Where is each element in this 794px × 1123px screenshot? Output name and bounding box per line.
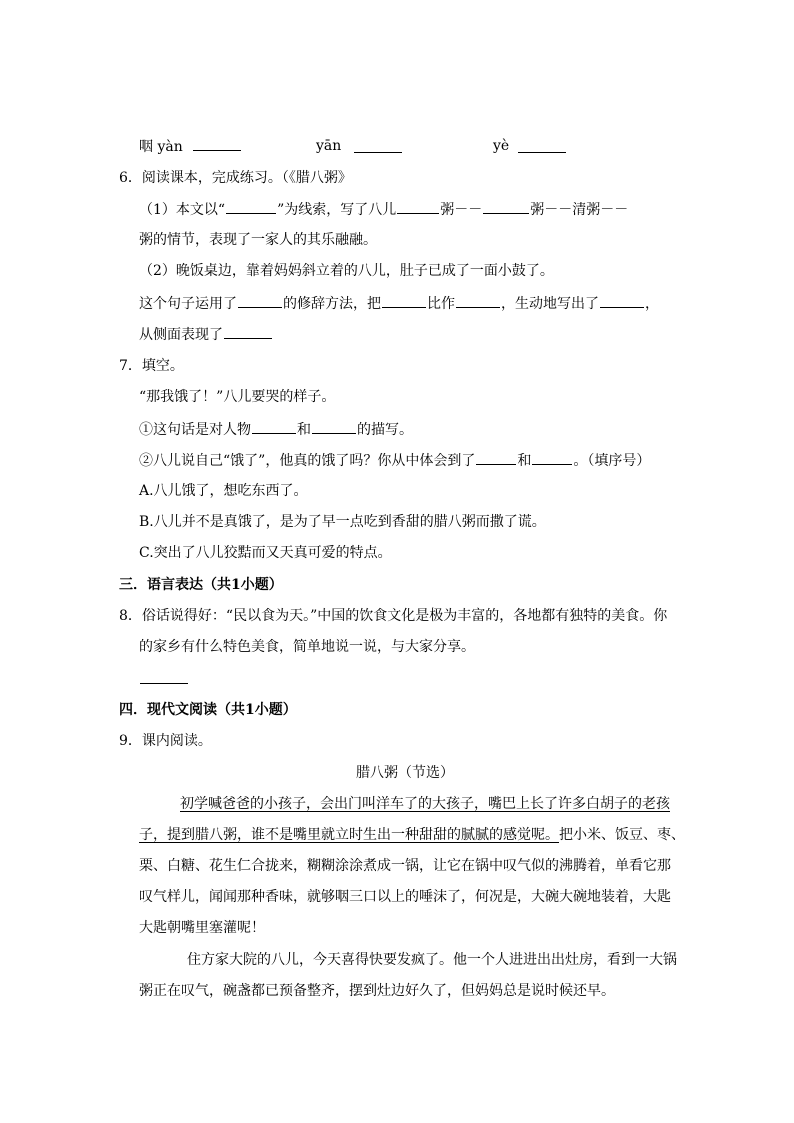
q8-line1: 8．俗话说得好：“民以食为天。”中国的饮食文化是极为丰富的，各地都有独特的美食。你 (119, 608, 668, 624)
text: ①这句话是对人物 (139, 422, 251, 438)
q7-option-c: C.突出了八儿狡黠而又天真可爱的特点。 (139, 545, 392, 561)
pinyin-2: yān (316, 138, 342, 154)
q6-line1 (139, 199, 628, 220)
passage-p1-line1: 初学喊爸爸的小孩子，会出门叫洋车了的大孩子，嘴巴上长了许多白胡子的老孩 (180, 796, 670, 812)
passage-p1-line4: 叹气样儿，闻闻那种香味，就够咽三口以上的唾沫了，何况是，大碗大碗地装着，大匙 (139, 889, 671, 905)
q6-line4 (139, 293, 659, 314)
text: 把小米、饭豆、枣、 (559, 827, 685, 843)
q6-line3: （2）晚饭桌边，靠着妈妈斜立着的八儿，肚子已成了一面小鼓了。 (139, 263, 554, 279)
blank[interactable] (193, 136, 241, 151)
q7-prompt: 7．填空。 (119, 358, 184, 374)
blank[interactable] (476, 450, 516, 465)
blank[interactable] (140, 669, 188, 684)
section-4-heading: 四．现代文阅读（共1小题） (119, 702, 297, 718)
text: 和 (517, 453, 532, 469)
text: 的描写。 (357, 422, 413, 438)
q7-sub2 (139, 450, 650, 471)
blank[interactable] (312, 419, 356, 434)
q7-quote: “那我饿了！”八儿要哭的样子。 (139, 389, 336, 405)
pinyin-char: 咽 (139, 139, 153, 155)
underlined-text: 子，提到腊八粥，谁不是嘴里就立时生出一种甜甜的腻腻的感觉呢。 (139, 827, 559, 843)
blank[interactable] (518, 138, 566, 153)
passage-title: 腊八粥（节选） (356, 765, 454, 781)
q6-prompt: 6．阅读课本，完成练习。（《腊八粥》 (119, 170, 352, 186)
q6-line2: 粥的情节，表现了一家人的其乐融融。 (139, 232, 377, 248)
pinyin-1: yàn (157, 139, 183, 155)
passage-p2-line2: 粥正在叹气，碗盏都已预备整齐，摆到灶边好久了，但妈妈总是说时候还早。 (139, 983, 615, 999)
text: ，生动地写出了 (501, 296, 599, 312)
q7-sub1 (139, 419, 413, 440)
text: 比作 (427, 296, 455, 312)
blank[interactable] (252, 419, 296, 434)
text: 。（填序号） (573, 453, 651, 469)
q6-line5 (139, 324, 273, 345)
blank[interactable] (224, 324, 272, 339)
text: 粥－－ (440, 202, 483, 218)
pinyin-row (139, 136, 599, 157)
blank[interactable] (456, 293, 500, 308)
text: ”为线索，写了八儿 (277, 202, 397, 218)
passage-p1-line3: 栗、白糖、花生仁合拢来，糊糊涂涂煮成一锅，让它在锅中叹气似的沸腾着，单看它那 (139, 858, 671, 874)
passage-p1-line5: 大匙朝嘴里塞灌呢！ (139, 920, 265, 936)
q7-option-a: A.八儿饿了，想吃东西了。 (139, 483, 308, 499)
blank[interactable] (483, 199, 529, 214)
text: 的修辞方法，把 (283, 296, 381, 312)
text: 这个句子运用了 (139, 296, 237, 312)
text: ②八儿说自己“饿了”，他真的饿了吗？你从中体会到了 (139, 453, 476, 469)
text: 和 (297, 422, 311, 438)
q8-answer-line (139, 669, 189, 690)
pinyin-3: yè (493, 138, 510, 154)
blank[interactable] (600, 293, 644, 308)
text: 粥－－清粥－－ (530, 202, 629, 218)
q8-line2: 的家乡有什么特色美食，简单地说一说，与大家分享。 (139, 639, 475, 655)
passage-p2-line1: 住方家大院的八儿，今天喜得快要发疯了。他一个人进进出出灶房，看到一大锅 (187, 952, 677, 968)
blank[interactable] (382, 293, 426, 308)
text: （1）本文以“ (139, 202, 226, 218)
blank[interactable] (532, 450, 572, 465)
q7-option-b: B.八儿并不是真饿了，是为了早一点吃到香甜的腊八粥而撒了谎。 (139, 514, 546, 530)
section-3-heading: 三．语言表达（共1小题） (119, 577, 283, 593)
blank[interactable] (354, 138, 402, 153)
blank[interactable] (226, 199, 276, 214)
q9-prompt: 9．课内阅读。 (119, 733, 212, 749)
blank[interactable] (238, 293, 282, 308)
passage-p1-line2 (139, 825, 685, 845)
text: ， (645, 296, 659, 312)
blank[interactable] (397, 199, 439, 214)
text: 从侧面表现了 (139, 327, 223, 343)
